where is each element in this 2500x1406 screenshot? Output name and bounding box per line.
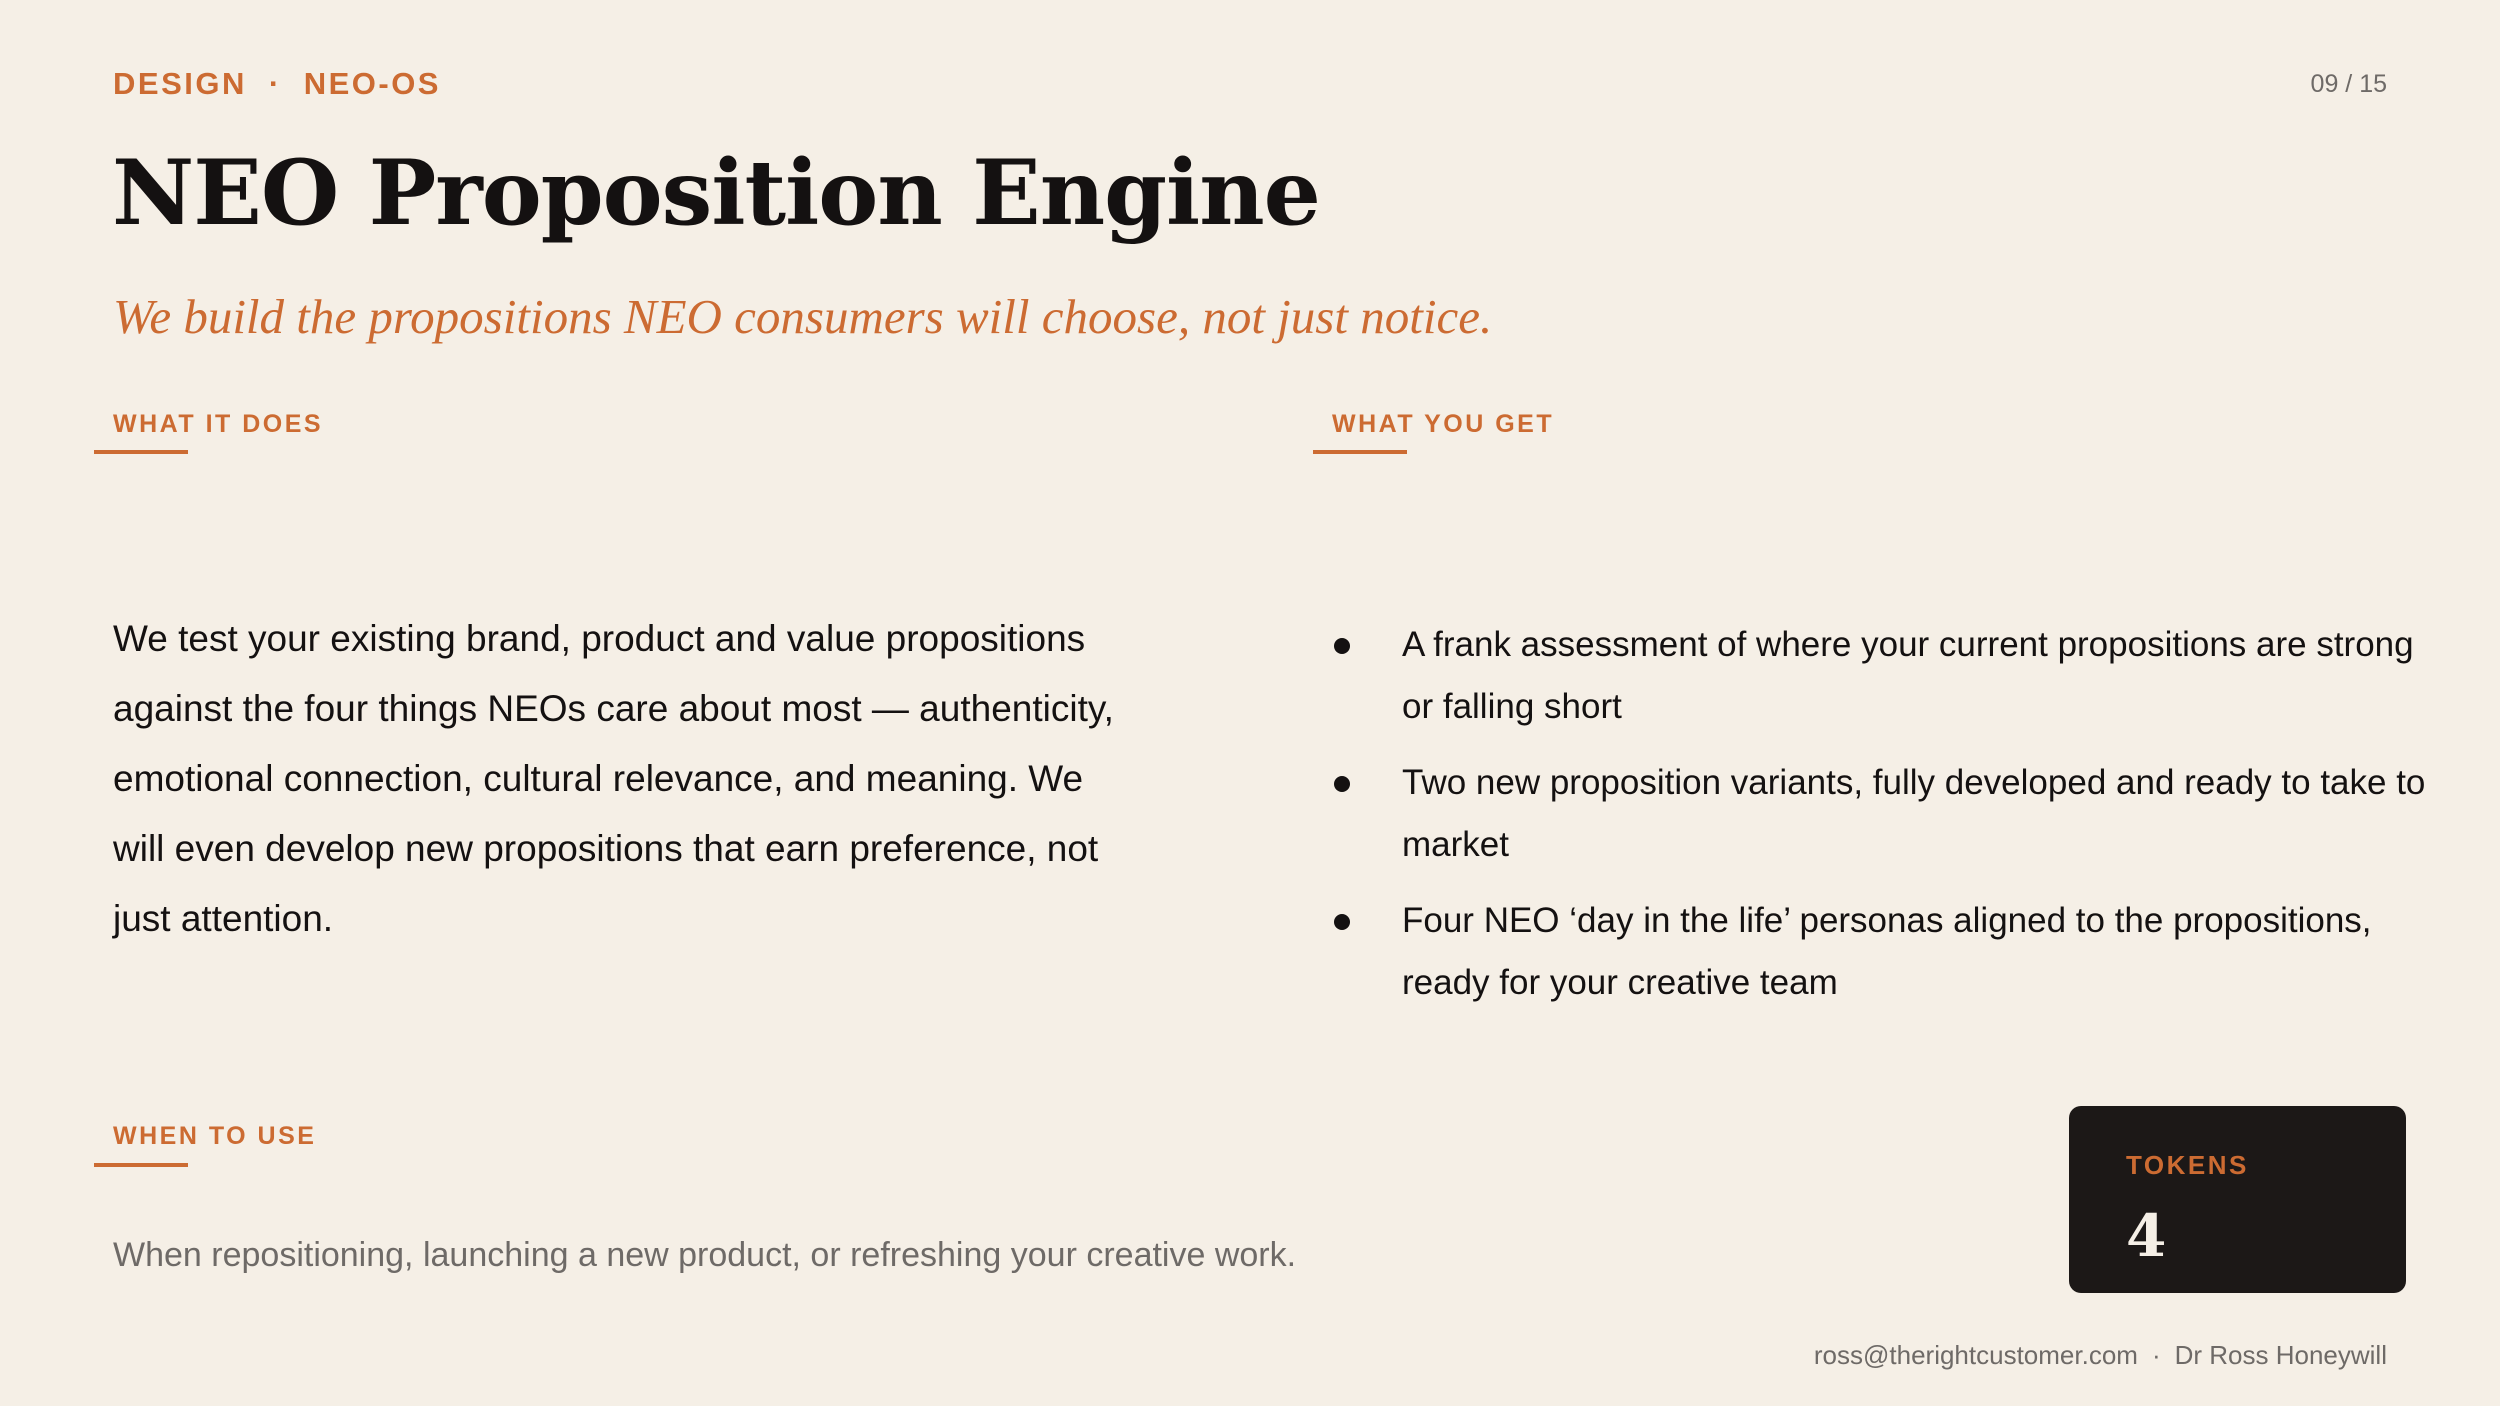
tokens-card xyxy=(2069,1106,2406,1293)
bullet-icon xyxy=(1334,776,1350,792)
tokens-value: 4 xyxy=(2126,1202,2167,1270)
list-item-text: A frank assessment of where your current propositions are strong or falling short xyxy=(1402,625,2414,726)
what-you-get-list xyxy=(1330,614,2450,1028)
footer xyxy=(1814,1340,2387,1371)
what-you-get-underline xyxy=(1313,450,1407,454)
list-item xyxy=(1330,752,2450,876)
page-number: 09 / 15 xyxy=(2310,70,2387,98)
what-it-does-label: WHAT IT DOES xyxy=(113,410,324,438)
footer-author: Dr Ross Honeywill xyxy=(2174,1340,2387,1370)
eyebrow-separator: · xyxy=(268,66,282,101)
list-item xyxy=(1330,614,2450,738)
list-item-text: Two new proposition variants, fully developed and ready to take to market xyxy=(1402,763,2426,864)
what-you-get-label: WHAT YOU GET xyxy=(1332,410,1555,438)
eyebrow xyxy=(113,66,441,102)
tagline: We build the propositions NEO consumers will choose, not just notice. xyxy=(113,289,1493,344)
bullet-icon xyxy=(1334,638,1350,654)
tokens-label: TOKENS xyxy=(2126,1150,2249,1180)
list-item-text: Four NEO ‘day in the life’ personas aligned to the propositions, ready for your creative team xyxy=(1402,901,2372,1002)
footer-email[interactable]: ross@therightcustomer.com xyxy=(1813,1340,2138,1370)
when-to-use-label: WHEN TO USE xyxy=(113,1122,317,1150)
eyebrow-category: DESIGN xyxy=(113,66,247,101)
eyebrow-product: NEO-OS xyxy=(303,66,441,101)
what-it-does-body: We test your existing brand, product and value propositions against the four things NEOs care about most — authenticity, emotional connection, cultural relevance, and meaning. We will even develop new propositions that earn preference, not just attention. xyxy=(113,618,1114,939)
footer-separator: · xyxy=(2151,1340,2161,1370)
what-it-does-underline xyxy=(94,450,188,454)
list-item xyxy=(1330,890,2450,1014)
when-to-use-underline xyxy=(94,1163,188,1167)
when-to-use-body: When repositioning, launching a new product, or refreshing your creative work. xyxy=(113,1236,1297,1274)
bullet-icon xyxy=(1334,914,1350,930)
page-title: NEO Proposition Engine xyxy=(112,140,1320,246)
